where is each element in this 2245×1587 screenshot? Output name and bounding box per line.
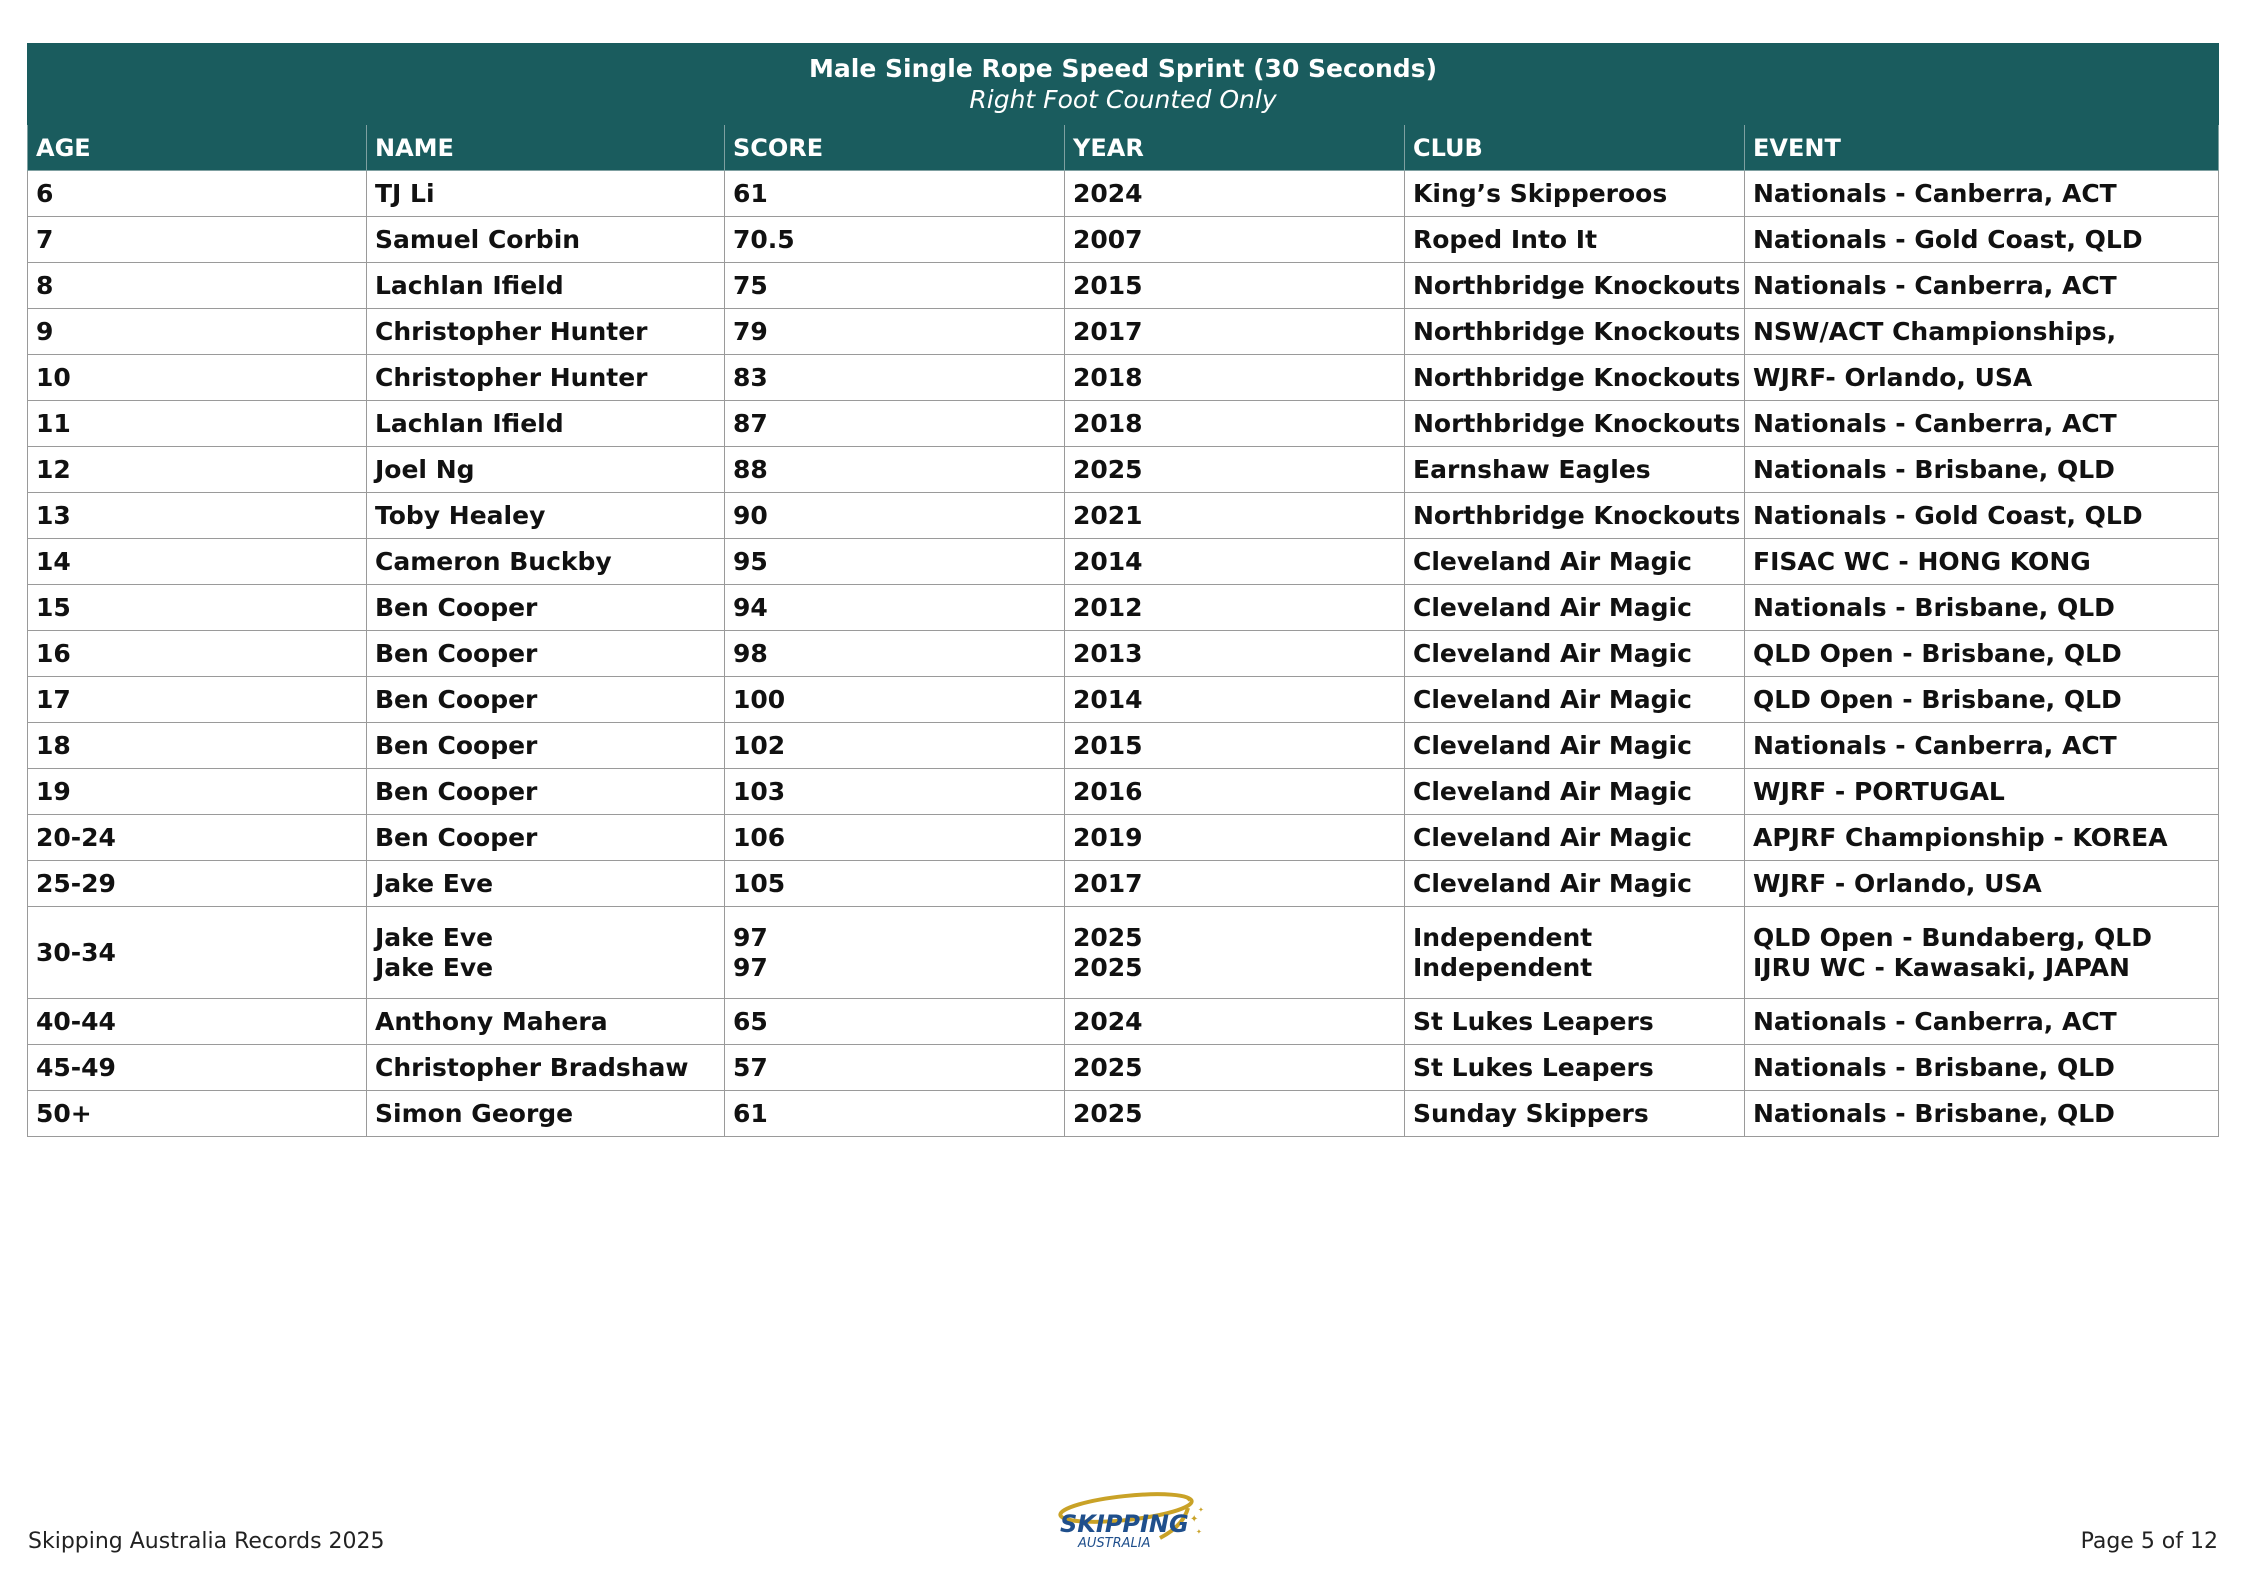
table-row (28, 723, 2219, 769)
cell-name: Ben Cooper (367, 677, 725, 723)
cell-year: 2019 (1065, 815, 1405, 861)
table-row (28, 355, 2219, 401)
cell-line: IJRU WC - Kawasaki, JAPAN (1753, 952, 2130, 982)
cell-age: 25-29 (28, 861, 367, 907)
cell-score: 98 (725, 631, 1065, 677)
column-header-event: EVENT (1745, 125, 2219, 171)
table-body (28, 171, 2219, 1137)
cell-line: Independent (1413, 922, 1593, 952)
records-table (27, 43, 2219, 1137)
cell-score: 106 (725, 815, 1065, 861)
cell-club: St Lukes Leapers (1405, 1045, 1745, 1091)
cell-age: 50+ (28, 1091, 367, 1137)
cell-year: 2016 (1065, 769, 1405, 815)
cell-club: Cleveland Air Magic (1405, 723, 1745, 769)
cell-year: 2015 (1065, 723, 1405, 769)
cell-year: 2013 (1065, 631, 1405, 677)
cell-club: Northbridge Knockouts (1405, 309, 1745, 355)
cell-event: WJRF- Orlando, USA (1745, 355, 2219, 401)
logo-word-australia: AUSTRALIA (1078, 1536, 1151, 1551)
cell-line: 97 (733, 952, 768, 982)
cell-club: King’s Skipperoos (1405, 171, 1745, 217)
cell-name: Samuel Corbin (367, 217, 725, 263)
cell-club: Earnshaw Eagles (1405, 447, 1745, 493)
cell-year: 2012 (1065, 585, 1405, 631)
table-row (28, 171, 2219, 217)
cell-name: TJ Li (367, 171, 725, 217)
cell-age: 7 (28, 217, 367, 263)
cell-club: Cleveland Air Magic (1405, 861, 1745, 907)
cell-event: Nationals - Canberra, ACT (1745, 171, 2219, 217)
cell-event: Nationals - Canberra, ACT (1745, 263, 2219, 309)
logo-star-icon: ✦ (1186, 1497, 1192, 1504)
logo-star-icon: ✦ (1190, 1514, 1199, 1525)
cell-event: WJRF - PORTUGAL (1745, 769, 2219, 815)
cell-score (725, 907, 1065, 999)
cell-name: Cameron Buckby (367, 539, 725, 585)
cell-event: Nationals - Brisbane, QLD (1745, 1091, 2219, 1137)
cell-score: 103 (725, 769, 1065, 815)
cell-age: 45-49 (28, 1045, 367, 1091)
cell-club: Cleveland Air Magic (1405, 815, 1745, 861)
table-row (28, 769, 2219, 815)
column-header-year: YEAR (1065, 125, 1405, 171)
cell-event: Nationals - Canberra, ACT (1745, 401, 2219, 447)
cell-year: 2025 (1065, 447, 1405, 493)
cell-score: 70.5 (725, 217, 1065, 263)
cell-year: 2017 (1065, 309, 1405, 355)
cell-age: 10 (28, 355, 367, 401)
cell-event: WJRF - Orlando, USA (1745, 861, 2219, 907)
cell-name: Ben Cooper (367, 815, 725, 861)
cell-year: 2014 (1065, 539, 1405, 585)
cell-line: 2025 (1073, 922, 1143, 952)
cell-name: Joel Ng (367, 447, 725, 493)
table-title-row (28, 44, 2219, 125)
table-row (28, 1045, 2219, 1091)
cell-event: QLD Open - Brisbane, QLD (1745, 631, 2219, 677)
cell-event (1745, 907, 2219, 999)
cell-name: Lachlan Ifield (367, 401, 725, 447)
footer-document-title: Skipping Australia Records 2025 (28, 1529, 385, 1554)
cell-event: Nationals - Gold Coast, QLD (1745, 217, 2219, 263)
cell-year: 2018 (1065, 401, 1405, 447)
cell-year: 2024 (1065, 171, 1405, 217)
table-row (28, 1091, 2219, 1137)
table-row (28, 539, 2219, 585)
cell-name: Toby Healey (367, 493, 725, 539)
table-row (28, 493, 2219, 539)
cell-event: NSW/ACT Championships, (1745, 309, 2219, 355)
cell-club: Roped Into It (1405, 217, 1745, 263)
cell-line: Jake Eve (375, 952, 494, 982)
table-row (28, 447, 2219, 493)
cell-age: 19 (28, 769, 367, 815)
cell-age: 17 (28, 677, 367, 723)
cell-name: Christopher Hunter (367, 309, 725, 355)
cell-club: Northbridge Knockouts (1405, 263, 1745, 309)
cell-club: Cleveland Air Magic (1405, 677, 1745, 723)
cell-name: Christopher Hunter (367, 355, 725, 401)
cell-line: 2025 (1073, 952, 1143, 982)
cell-year: 2025 (1065, 1091, 1405, 1137)
cell-event: Nationals - Brisbane, QLD (1745, 1045, 2219, 1091)
cell-club: St Lukes Leapers (1405, 999, 1745, 1045)
cell-year: 2017 (1065, 861, 1405, 907)
cell-club: Cleveland Air Magic (1405, 631, 1745, 677)
cell-year: 2024 (1065, 999, 1405, 1045)
table-row (28, 309, 2219, 355)
cell-year: 2014 (1065, 677, 1405, 723)
cell-event: FISAC WC - HONG KONG (1745, 539, 2219, 585)
cell-event: APJRF Championship - KOREA (1745, 815, 2219, 861)
cell-age: 12 (28, 447, 367, 493)
column-header-club: CLUB (1405, 125, 1745, 171)
table-row (28, 999, 2219, 1045)
cell-score: 94 (725, 585, 1065, 631)
cell-age: 16 (28, 631, 367, 677)
table-row (28, 585, 2219, 631)
cell-line: 97 (733, 922, 768, 952)
cell-event: Nationals - Gold Coast, QLD (1745, 493, 2219, 539)
cell-age: 9 (28, 309, 367, 355)
cell-score: 95 (725, 539, 1065, 585)
cell-name: Ben Cooper (367, 631, 725, 677)
cell-club: Cleveland Air Magic (1405, 769, 1745, 815)
table-row (28, 263, 2219, 309)
column-header-age: AGE (28, 125, 367, 171)
cell-club (1405, 907, 1745, 999)
footer-page-number: Page 5 of 12 (2080, 1529, 2218, 1554)
cell-age: 8 (28, 263, 367, 309)
cell-score: 83 (725, 355, 1065, 401)
cell-event: Nationals - Canberra, ACT (1745, 723, 2219, 769)
cell-line: Independent (1413, 952, 1593, 982)
cell-score: 102 (725, 723, 1065, 769)
cell-name (367, 907, 725, 999)
cell-year: 2025 (1065, 1045, 1405, 1091)
column-header-score: SCORE (725, 125, 1065, 171)
cell-event: Nationals - Canberra, ACT (1745, 999, 2219, 1045)
cell-age: 6 (28, 171, 367, 217)
table-row (28, 217, 2219, 263)
cell-name: Simon George (367, 1091, 725, 1137)
cell-club: Northbridge Knockouts (1405, 401, 1745, 447)
table-row (28, 907, 2219, 999)
cell-club: Cleveland Air Magic (1405, 539, 1745, 585)
cell-event: QLD Open - Brisbane, QLD (1745, 677, 2219, 723)
cell-age: 20-24 (28, 815, 367, 861)
table-title-cell (28, 44, 2219, 125)
cell-club: Cleveland Air Magic (1405, 585, 1745, 631)
cell-age: 15 (28, 585, 367, 631)
cell-score: 61 (725, 1091, 1065, 1137)
cell-score: 88 (725, 447, 1065, 493)
logo-star-icon: ✦ (1198, 1506, 1204, 1514)
cell-age: 14 (28, 539, 367, 585)
skipping-australia-logo (1048, 1478, 1208, 1558)
table-row (28, 631, 2219, 677)
cell-name: Ben Cooper (367, 723, 725, 769)
cell-score: 61 (725, 171, 1065, 217)
cell-age: 40-44 (28, 999, 367, 1045)
table-row (28, 815, 2219, 861)
table-row (28, 861, 2219, 907)
cell-score: 90 (725, 493, 1065, 539)
cell-year: 2015 (1065, 263, 1405, 309)
cell-age: 11 (28, 401, 367, 447)
logo-star-icon: ✦ (1196, 1528, 1202, 1536)
cell-name: Ben Cooper (367, 585, 725, 631)
cell-score: 75 (725, 263, 1065, 309)
column-header-row (28, 125, 2219, 171)
cell-line: Jake Eve (375, 922, 494, 952)
cell-age: 18 (28, 723, 367, 769)
cell-year (1065, 907, 1405, 999)
table-row (28, 677, 2219, 723)
cell-club: Northbridge Knockouts (1405, 355, 1745, 401)
cell-name: Christopher Bradshaw (367, 1045, 725, 1091)
cell-event: Nationals - Brisbane, QLD (1745, 447, 2219, 493)
cell-club: Northbridge Knockouts (1405, 493, 1745, 539)
cell-score: 100 (725, 677, 1065, 723)
cell-age: 13 (28, 493, 367, 539)
table-title: Male Single Rope Speed Sprint (30 Seconds) (809, 54, 1438, 83)
cell-year: 2021 (1065, 493, 1405, 539)
cell-year: 2018 (1065, 355, 1405, 401)
cell-score: 79 (725, 309, 1065, 355)
table-row (28, 401, 2219, 447)
cell-name: Ben Cooper (367, 769, 725, 815)
cell-line: QLD Open - Bundaberg, QLD (1753, 922, 2152, 952)
cell-score: 57 (725, 1045, 1065, 1091)
cell-score: 87 (725, 401, 1065, 447)
table-subtitle: Right Foot Counted Only (969, 85, 1277, 114)
cell-year: 2007 (1065, 217, 1405, 263)
cell-name: Anthony Mahera (367, 999, 725, 1045)
cell-name: Jake Eve (367, 861, 725, 907)
column-header-name: NAME (367, 125, 725, 171)
cell-name: Lachlan Ifield (367, 263, 725, 309)
cell-score: 65 (725, 999, 1065, 1045)
cell-event: Nationals - Brisbane, QLD (1745, 585, 2219, 631)
cell-age: 30-34 (28, 907, 367, 999)
logo-word-skipping: SKIPPING (1060, 1510, 1189, 1538)
cell-club: Sunday Skippers (1405, 1091, 1745, 1137)
cell-score: 105 (725, 861, 1065, 907)
